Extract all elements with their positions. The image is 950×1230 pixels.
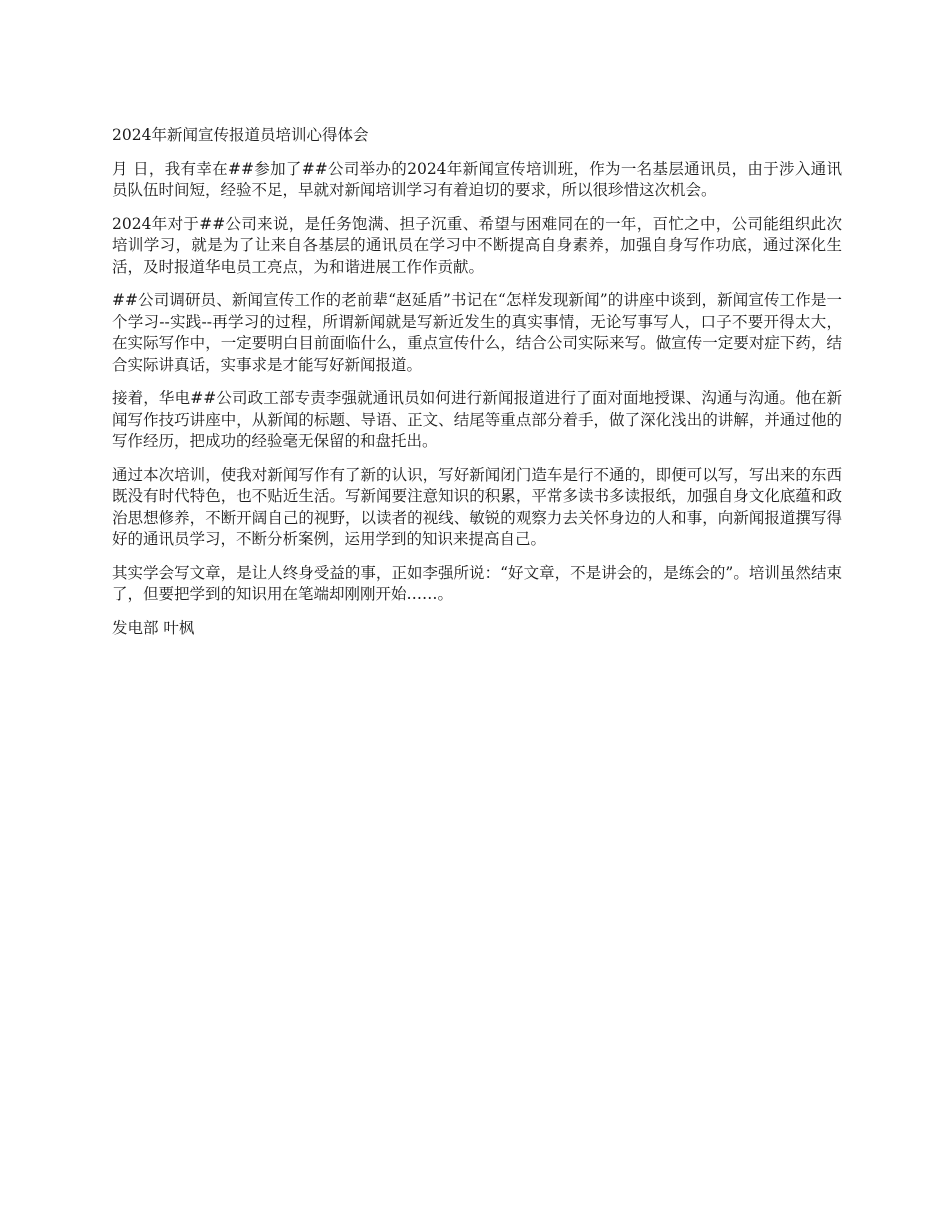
document-page xyxy=(112,125,842,639)
paragraph-1: 月 日，我有幸在##参加了##公司举办的2024年新闻宣传培训班，作为一名基层通讯员，由于涉入通讯员队伍时间短，经验不足，早就对新闻培训学习有着迫切的要求，所以很珍惜这次机会。 xyxy=(112,159,842,199)
author-signature: 发电部 叶枫 xyxy=(112,618,195,637)
paragraph-2: 2024年对于##公司来说，是任务饱满、担子沉重、希望与困难同在的一年，百忙之中，公司能组织此次培训学习，就是为了让来自各基层的通讯员在学习中不断提高自身素养，加强自身写作功底，通过深化生活，及时报道华电员工亮点，为和谐进展工作作贡献。 xyxy=(112,214,842,276)
paragraph-5: 通过本次培训，使我对新闻写作有了新的认识，写好新闻闭门造车是行不通的，即便可以写，写出来的东西既没有时代特色，也不贴近生活。写新闻要注意知识的积累，平常多读书多读报纸，加强自身文化底蕴和政治思想修养，不断开阔自己的视野，以读者的视线、敏锐的观察力去关怀身边的人和事，向新闻报道撰写得好的通讯员学习，不断分析案例，运用学到的知识来提高自己。 xyxy=(112,465,842,548)
paragraph-4: 接着，华电##公司政工部专责李强就通讯员如何进行新闻报道进行了面对面地授课、沟通与沟通。他在新闻写作技巧讲座中，从新闻的标题、导语、正文、结尾等重点部分着手，做了深化浅出的讲解，并通过他的写作经历，把成功的经验毫无保留的和盘托出。 xyxy=(112,389,842,450)
document-title: 2024年新闻宣传报道员培训心得体会 xyxy=(112,126,369,144)
paragraph-6: 其实学会写文章，是让人终身受益的事，正如李强所说：“好文章，不是讲会的，是练会的”。培训虽然结束了，但要把学到的知识用在笔端却刚刚开始……。 xyxy=(112,563,842,603)
paragraph-3: ##公司调研员、新闻宣传工作的老前辈“赵延盾”书记在“怎样发现新闻”的讲座中谈到，新闻宣传工作是一个学习--实践--再学习的过程，所谓新闻就是写新近发生的真实事情，无论写事写人，口子不要开得太大，在实际写作中，一定要明白目前面临什么，重点宣传什么，结合公司实际来写。做宣传一定要对症下药，结合实际讲真话，实事求是才能写好新闻报道。 xyxy=(112,291,842,374)
